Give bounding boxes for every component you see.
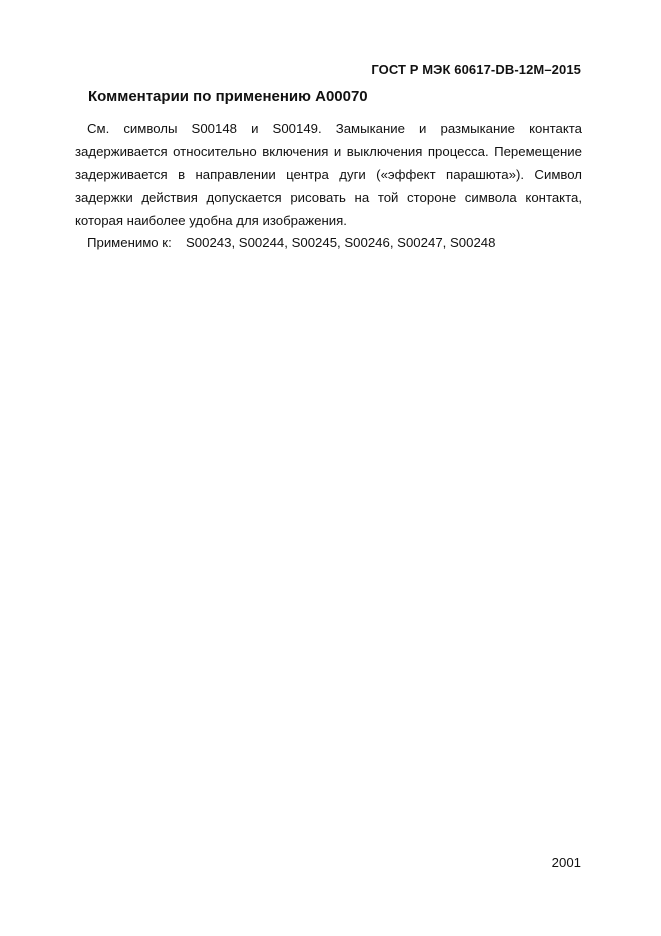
applicable-symbols: S00243, S00244, S00245, S00246, S00247, S00248 [186,235,496,250]
applicable-line [87,231,495,254]
applicable-label: Применимо к: [87,235,172,250]
standard-id-header: ГОСТ Р МЭК 60617-DB-12M–2015 [371,62,581,77]
section-title: Комментарии по применению A00070 [88,88,368,105]
page-number: 2001 [551,855,581,870]
comment-paragraph: См. символы S00148 и S00149. Замыкание и размыкание контакта задерживается относительно включения и выключения процесса. Перемещение задерживается в направлении центра дуги («эффект парашюта»). Символ задержки действия допускается рисовать на той стороне символа контакта, которая наиболее удобна для изображения. [75,121,582,228]
